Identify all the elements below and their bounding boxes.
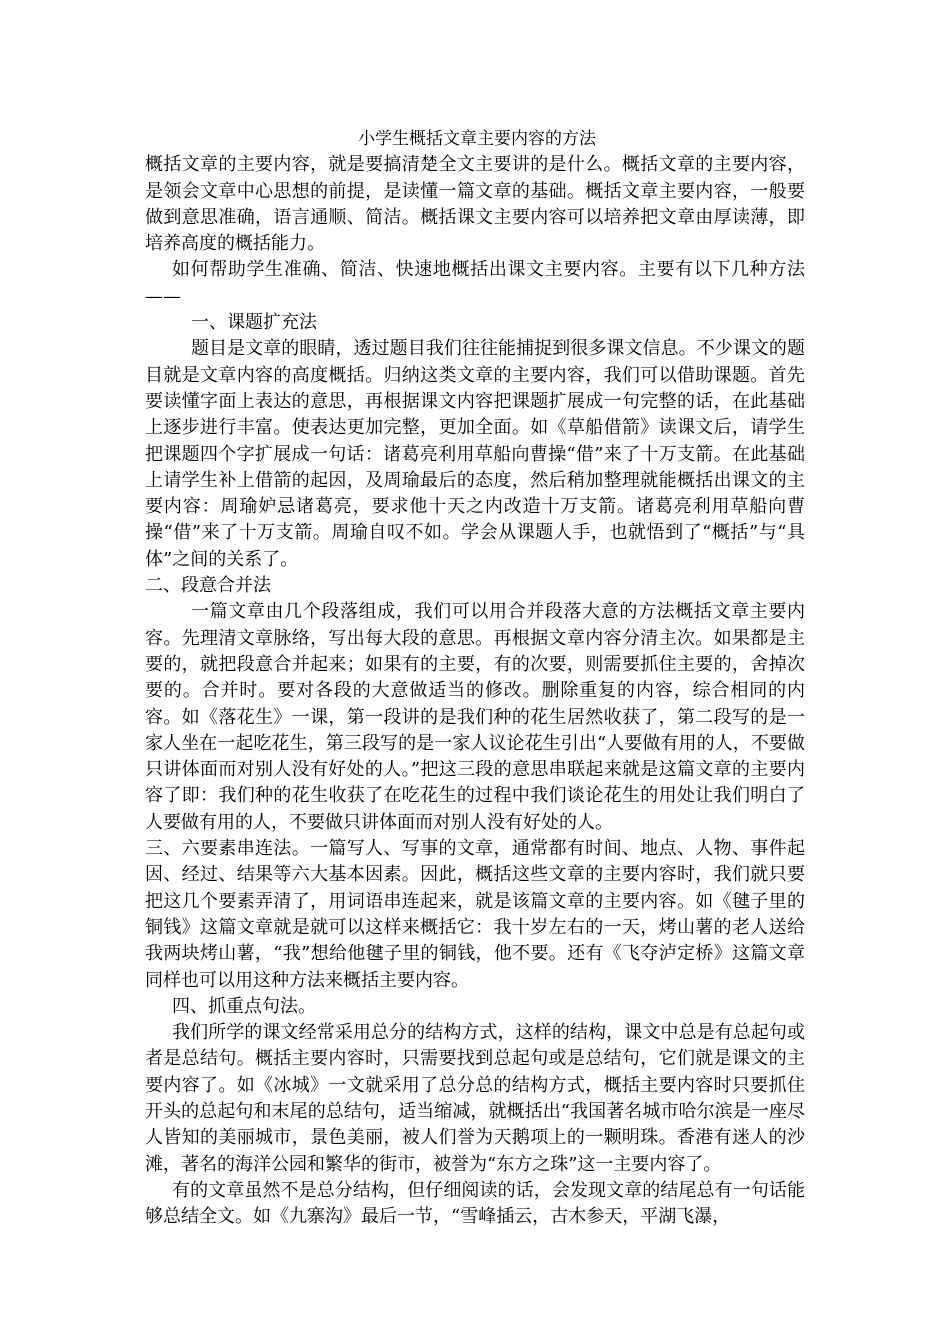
section-4-body-1: 我们所学的课文经常采用总分的结构方式，这样的结构，课文中总是有总起句或者是总结句。概括主要内容时，只需要找到总起句或是总结句，它们就是课文的主要内容了。如《冰城》一文就采用了总分总的结构方式，概括主要内容时只要抓住开头的总起句和末尾的总结句，适当缩减，就概括出“我国著名城市哈尔滨是一座尽人皆知的美丽城市，景色美丽，被人们誉为天鹅项上的一颗明珠。香港有迷人的沙滩，著名的海洋公园和繁华的街市，被誉为“东方之珠”这一主要内容了。 [145, 1022, 805, 1175]
document-title: 小学生概括文章主要内容的方法 [358, 129, 596, 149]
section-2-body: 一篇文章由几个段落组成，我们可以用合并段落大意的方法概括文章主要内容。先理清文章脉络，写出每大段的意思。再根据文章内容分清主次。如果都是主要的，就把段意合并起来；如果有的主要，有的次要，则需要抓住主要的，舍掉次要的。合并时。要对各段的大意做适当的修改。删除重复的内容，综合相同的内容。如《落花生》一课，第一段讲的是我们种的花生居然收获了，第二段写的是一家人坐在一起吃花生，第三段写的是一家人议论花生引出“人要做有用的人，不要做只讲体面而对别人没有好处的人。”把这三段的意思串联起来就是这篇文章的主要内容了即：我们种的花生收获了在吃花生的过程中我们谈论花生的用处让我们明白了人要做有用的人，不要做只讲体面而对别人没有好处的人。 [145, 601, 805, 833]
section-4-body-2: 有的文章虽然不是总分结构，但仔细阅读的话，会发现文章的结尾总有一句话能够总结全文。如《九寨沟》最后一节，“雪峰插云，古木参天，平湖飞瀑， [145, 1179, 805, 1228]
section-3-body: 三、六要素串连法。一篇写人、写事的文章，通常都有时间、地点、人物、事件起因、经过、结果等六大基本因素。因此，概括这些文章的主要内容时，我们就只要把这几个要素弄清了，用词语串连起来，就是该篇文章的主要内容。如《毽子里的铜钱》这篇文章就是就可以这样来概括它：我十岁左右的一天，烤山薯的老人送给我两块烤山薯，“我”想给他毽子里的铜钱，他不要。还有《飞夺泸定桥》这篇文章同样也可以用这种方法来概括主要内容。 [145, 838, 805, 991]
intro-paragraph-2: 如何帮助学生准确、简洁、快速地概括出课文主要内容。主要有以下几种方法—— [145, 259, 805, 307]
section-4-heading: 四、抓重点句法。 [172, 995, 316, 1017]
section-2-heading: 二、段意合并法 [145, 575, 271, 597]
document-page [145, 126, 805, 1230]
section-1-heading: 一、课题扩充法 [191, 312, 317, 334]
intro-paragraph-1: 概括文章的主要内容，就是要搞清楚全文主要讲的是什么。概括文章的主要内容，是领会文章中心思想的前提，是读懂一篇文章的基础。概括文章主要内容，一般要做到意思准确，语言通顺、简洁。概括课文主要内容可以培养把文章由厚读薄，即培养高度的概括能力。 [145, 154, 805, 255]
section-1-body: 题目是文章的眼睛，透过题目我们往往能捕捉到很多课文信息。不少课文的题目就是文章内容的高度概括。归纳这类文章的主要内容，我们可以借助课题。首先要读懂字面上表达的意思，再根据课文内容把课题扩展成一句完整的话，在此基础上逐步进行丰富。使表达更加完整，更加全面。如《草船借箭》读课文后，请学生把课题四个字扩展成一句话：诸葛亮利用草船向曹操“借”来了十万支箭。在此基础上请学生补上借箭的起因，及周瑜最后的态度，然后稍加整理就能概括出课文的主要内容：周瑜妒忌诸葛亮，要求他十天之内改造十万支箭。诸葛亮利用草船向曹操“借”来了十万支箭。周瑜自叹不如。学会从课题人手，也就悟到了“概括”与“具体”之间的关系了。 [145, 338, 805, 570]
